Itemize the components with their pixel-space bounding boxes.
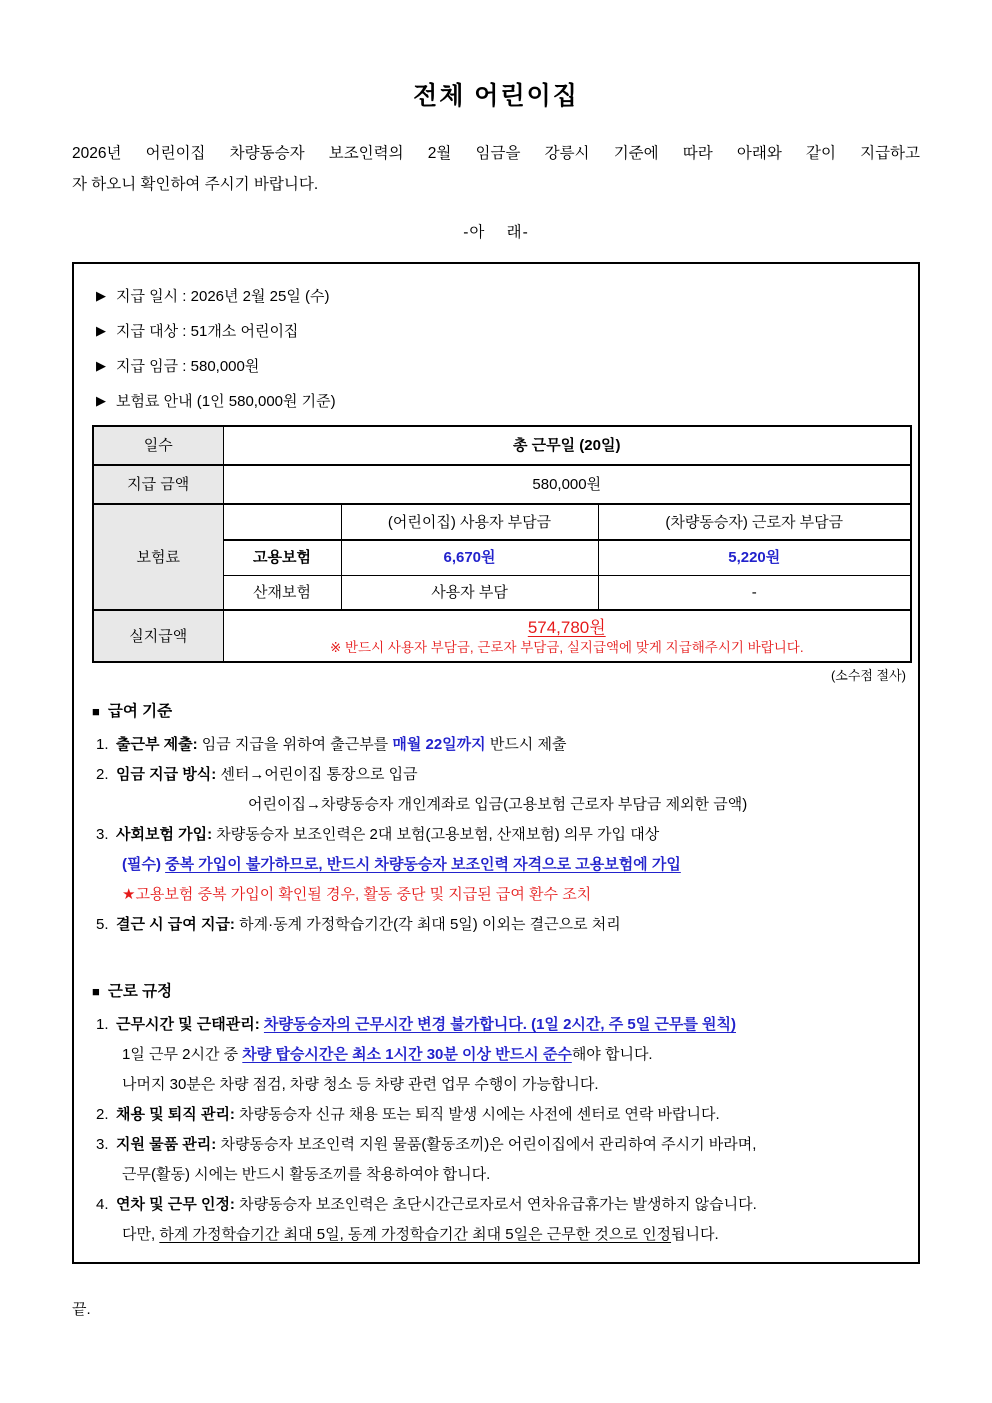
riding-time-rule-underlined: 차량 탑승시간은 최소 1시간 30분 이상 반드시 준수 — [242, 1046, 572, 1063]
net-pay-amount: 574,780원 — [527, 617, 606, 637]
triangle-bullet-icon: ▶ — [96, 358, 106, 373]
list-item — [96, 349, 908, 384]
item-text: 반드시 제출 — [485, 736, 567, 753]
triangle-bullet-icon: ▶ — [96, 288, 106, 303]
amount-label-cell: 지급 금액 — [93, 465, 223, 504]
list-item — [96, 384, 908, 419]
item-text: 차량동승자 보조인력은 2대 보험(고용보험, 산재보험) 의무 가입 대상 — [212, 826, 660, 843]
list-item — [96, 279, 908, 314]
item-label: 지원 물품 관리: — [116, 1136, 217, 1153]
salary-section-heading — [92, 700, 908, 724]
item-number: 1. — [96, 1016, 109, 1033]
amount-value-cell: 580,000원 — [223, 465, 911, 504]
item-label: 임금 지급 방식: — [116, 766, 217, 783]
accident-worker-cell: - — [598, 575, 911, 610]
item-number: 4. — [96, 1196, 109, 1213]
salary-section-title: 급여 기준 — [107, 703, 173, 720]
bullet-text-insurance-info: 보험료 안내 (1인 580,000원 기준) — [116, 393, 336, 410]
salary-item-absence — [96, 910, 908, 940]
closing-text: 끝. — [72, 1301, 91, 1318]
recognized-period-underlined: 하계 가정학습기간 최대 5일, 동계 가정학습기간 최대 5일은 근무한 것으로 인정 — [159, 1226, 672, 1243]
content-box — [72, 262, 920, 1264]
item-text: 어린이집→차량동승자 개인계좌로 입금(고용보험 근로자 부담금 제외한 금액) — [248, 796, 748, 813]
worker-share-header-cell: (차량동승자) 근로자 부담금 — [598, 504, 911, 540]
item-number: 3. — [96, 826, 109, 843]
work-item-leave — [96, 1190, 908, 1220]
square-bullet-icon: ■ — [92, 984, 100, 999]
net-pay-value-cell — [223, 610, 911, 662]
item-number: 2. — [96, 766, 109, 783]
item-number: 5. — [96, 916, 109, 933]
item-number: 2. — [96, 1106, 109, 1123]
accident-insurance-label-cell: 산재보험 — [223, 575, 341, 610]
intro-line-1: 2026년 어린이집 차량동승자 보조인력의 2월 임금을 강릉시 기준에 따라 아래와 같이 지급하고 — [72, 145, 920, 162]
insurance-label-cell: 보험료 — [93, 504, 223, 610]
accident-employer-cell: 사용자 부담 — [341, 575, 598, 610]
rounding-footnote: (소수점 절사) — [830, 668, 906, 683]
work-item-hours-line2 — [122, 1040, 908, 1070]
item-label: 출근부 제출: — [116, 736, 198, 753]
deadline-highlight: 매월 22일까지 — [392, 736, 486, 753]
salary-item-payment-method-line2 — [248, 790, 908, 820]
employer-share-header-cell: (어린이집) 사용자 부담금 — [341, 504, 598, 540]
below-label: -아 래- — [463, 224, 529, 241]
item-label: 사회보험 가입: — [116, 826, 213, 843]
salary-item-social-insurance — [96, 820, 908, 850]
bullet-text-pay-target: 지급 대상 : 51개소 어린이집 — [116, 323, 299, 340]
item-text: 근무(활동) 시에는 반드시 활동조끼를 착용하여야 합니다. — [122, 1166, 491, 1183]
work-section-title: 근로 규정 — [107, 983, 173, 1000]
item-text: 차량동승자 보조인력 지원 물품(활동조끼)은 어린이집에서 관리하여 주시기 바라며, — [216, 1136, 757, 1153]
bullet-text-pay-wage: 지급 임금 : 580,000원 — [116, 358, 260, 375]
item-label: 결근 시 급여 지급: — [116, 916, 235, 933]
item-number: 3. — [96, 1136, 109, 1153]
hours-rule-underlined: 차량동승자의 근무시간 변경 불가합니다. (1일 2시간, 주 5일 근무를 원칙) — [263, 1016, 737, 1033]
employment-employer-amount-cell: 6,670원 — [341, 540, 598, 575]
days-value-cell: 총 근무일 (20일) — [223, 426, 911, 465]
insurance-table — [92, 425, 912, 663]
employment-worker-amount-cell: 5,220원 — [598, 540, 911, 575]
payment-summary-list — [92, 279, 908, 419]
work-item-hours-line3 — [122, 1070, 908, 1100]
required-tag: (필수) — [122, 856, 166, 873]
item-text: 임금 지급을 위하여 출근부를 — [197, 736, 393, 753]
triangle-bullet-icon: ▶ — [96, 393, 106, 408]
item-text: 차량동승자 신규 채용 또는 퇴직 발생 시에는 사전에 센터로 연락 바랍니다. — [234, 1106, 720, 1123]
salary-item-social-insurance-required — [122, 850, 908, 880]
list-item — [96, 314, 908, 349]
employment-insurance-label-cell: 고용보험 — [223, 540, 341, 575]
salary-item-attendance — [96, 730, 908, 760]
intro-line-2: 자 하오니 확인하여 주시기 바랍니다. — [72, 176, 319, 193]
work-rules-list — [92, 1010, 908, 1250]
insurance-rule-underlined: 중복 가입이 불가하므로, 반드시 차량동승자 보조인력 자격으로 고용보험에 가입 — [165, 856, 681, 873]
item-label: 채용 및 퇴직 관리: — [116, 1106, 235, 1123]
item-text: 차량동승자 보조인력은 초단시간근로자로서 연차유급휴가는 발생하지 않습니다. — [234, 1196, 757, 1213]
item-text: 나머지 30분은 차량 점검, 차량 청소 등 차량 관련 업무 수행이 가능합니다. — [122, 1076, 599, 1093]
item-label: 연차 및 근무 인정: — [116, 1196, 235, 1213]
page-title: 전체 어린이집 — [413, 82, 579, 110]
work-section-heading — [92, 980, 908, 1004]
net-pay-note: ※ 반드시 사용자 부담금, 근로자 부담금, 실지급액에 맞게 지급해주시기 바랍니다. — [329, 639, 804, 655]
work-item-leave-line2 — [122, 1220, 908, 1250]
work-item-supplies-line2 — [122, 1160, 908, 1190]
bullet-text-pay-date: 지급 일시 : 2026년 2월 25일 (수) — [116, 288, 330, 305]
item-label: 근무시간 및 근태관리: — [116, 1016, 264, 1033]
item-text: 됩니다. — [671, 1226, 719, 1243]
salary-item-payment-method — [96, 760, 908, 790]
item-text: 하계·동계 가정학습기간(각 최대 5일) 이외는 결근으로 처리 — [234, 916, 621, 933]
item-number: 1. — [96, 736, 109, 753]
triangle-bullet-icon: ▶ — [96, 323, 106, 338]
item-text: 다만, — [122, 1226, 160, 1243]
insurance-subheader-empty-cell — [223, 504, 341, 540]
work-item-supplies — [96, 1130, 908, 1160]
item-text: 센터→어린이집 통장으로 입금 — [216, 766, 418, 783]
work-item-hiring — [96, 1100, 908, 1130]
item-text: 해야 합니다. — [571, 1046, 653, 1063]
net-pay-label-cell: 실지급액 — [93, 610, 223, 662]
item-text: 1일 근무 2시간 중 — [122, 1046, 243, 1063]
work-item-hours — [96, 1010, 908, 1040]
warning-text: ★고용보험 중복 가입이 확인될 경우, 활동 중단 및 지급된 급여 환수 조치 — [122, 886, 592, 903]
days-label-cell: 일수 — [93, 426, 223, 465]
intro-paragraph — [72, 138, 920, 200]
square-bullet-icon: ■ — [92, 704, 100, 719]
salary-item-social-insurance-warning — [122, 880, 908, 910]
salary-rules-list — [92, 730, 908, 940]
